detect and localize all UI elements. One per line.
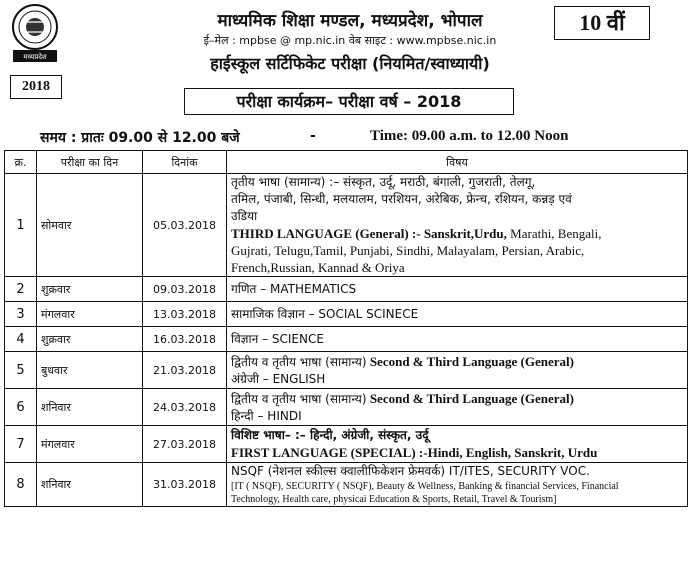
subject-line-hindi: द्वितीय व तृतीय भाषा (सामान्य) (231, 354, 367, 369)
schedule-table (4, 150, 688, 507)
timing-english: Time: 09.00 a.m. to 12.00 Noon (370, 128, 569, 144)
header-sno: क्र. (5, 151, 37, 174)
row-date: 27.03.2018 (143, 426, 227, 463)
exam-title: हाईस्कूल सर्टिफिकेट परीक्षा (नियमित/स्वाध्यायी) (210, 54, 490, 73)
table-row (5, 277, 688, 302)
row-subject (227, 389, 688, 426)
row-date: 16.03.2018 (143, 327, 227, 352)
subject-line: Gujrati, Telugu,Tamil, Punjabi, Sindhi, Malayalam, Persian, Arabic, (231, 243, 585, 258)
subject-line: हिन्दी – HINDI (231, 408, 302, 423)
svg-text:मध्यप्रदेश: मध्यप्रदेश (23, 53, 47, 61)
row-day: शुक्रवार (37, 277, 143, 302)
subject-line: विशिष्ट भाषा– :– हिन्दी, अंग्रेजी, संस्कृत, उर्दू (231, 428, 429, 442)
row-day: सोमवार (37, 174, 143, 277)
subject-line-english: Second & Third Language (General) (366, 353, 574, 369)
table-row (5, 389, 688, 426)
program-title: परीक्षा कार्यक्रम– परीक्षा वर्ष – 2018 (184, 88, 514, 115)
subject-line: FIRST LANGUAGE (SPECIAL) :-Hindi, English, Sanskrit, Urdu (231, 445, 598, 460)
row-date: 21.03.2018 (143, 352, 227, 389)
table-row (5, 302, 688, 327)
table-row (5, 174, 688, 277)
table-row (5, 426, 688, 463)
row-subject (227, 426, 688, 463)
row-day: शनिवार (37, 463, 143, 507)
subject-line: उडिया (231, 209, 258, 223)
subject-line: [IT ( NSQF), SECURITY ( NSQF), Beauty & Wellness, Banking & financial Services, Financial (231, 481, 619, 492)
contact-info: ई–मेल : mpbse @ mp.nic.in वेब साइट : www.mpbse.nic.in (203, 34, 497, 47)
row-sno: 8 (5, 463, 37, 507)
row-day: मंगलवार (37, 426, 143, 463)
row-subject (227, 174, 688, 277)
table-row (5, 463, 688, 507)
row-sno: 7 (5, 426, 37, 463)
row-day: शनिवार (37, 389, 143, 426)
row-subject (227, 463, 688, 507)
header-day: परीक्षा का दिन (37, 151, 143, 174)
row-subject: विज्ञान – SCIENCE (227, 327, 688, 352)
subject-line: तमिल, पंजाबी, सिन्धी, मलयालम, परशियन, अरेबिक, फ्रेन्च, रशियन, कन्नड़ एवं (231, 192, 572, 206)
table-row (5, 352, 688, 389)
row-sno: 5 (5, 352, 37, 389)
subject-line: तृतीय भाषा (सामान्य) :– संस्कृत, उर्दू, मराठी, बंगाली, गुजराती, तेलगू, (231, 175, 536, 189)
subject-line (231, 353, 683, 371)
timing-separator: - (310, 128, 316, 144)
class-badge: 10 वीं (554, 6, 650, 40)
board-seal-icon (10, 2, 60, 64)
subject-line (231, 390, 683, 408)
table-header-row (5, 151, 688, 174)
subject-line: French,Russian, Kannad & Oriya (231, 260, 405, 275)
header-date: दिनांक (143, 151, 227, 174)
year-badge: 2018 (10, 75, 62, 99)
timing-hindi: समय : प्रातः 09.00 से 12.00 बजे (40, 130, 240, 146)
subject-line: अंग्रेजी – ENGLISH (231, 371, 326, 386)
subject-line-english: Second & Third Language (General) (366, 390, 574, 406)
row-day: मंगलवार (37, 302, 143, 327)
table-row (5, 327, 688, 352)
subject-line-rest: Marathi, Bengali, (506, 226, 602, 241)
row-sno: 2 (5, 277, 37, 302)
row-sno: 1 (5, 174, 37, 277)
subject-line: Technology, Health care, physicai Education & Sports, Retail, Travel & Tourism] (231, 494, 557, 505)
board-name: माध्यमिक शिक्षा मण्डल, मध्यप्रदेश, भोपाल (217, 11, 483, 31)
row-date: 31.03.2018 (143, 463, 227, 507)
row-subject: गणित – MATHEMATICS (227, 277, 688, 302)
row-date: 09.03.2018 (143, 277, 227, 302)
header-subject: विषय (227, 151, 688, 174)
subject-line (231, 225, 683, 242)
row-day: शुक्रवार (37, 327, 143, 352)
row-subject (227, 352, 688, 389)
row-date: 05.03.2018 (143, 174, 227, 277)
row-day: बुधवार (37, 352, 143, 389)
subject-line-bold: THIRD LANGUAGE (General) :- Sanskrit,Urdu, (231, 226, 507, 241)
subject-line: NSQF (नेशनल स्कील्स क्वालीफिकेशन फ्रेमवर्क) IT/ITES, SECURITY VOC. (231, 464, 590, 478)
subject-line-hindi: द्वितीय व तृतीय भाषा (सामान्य) (231, 391, 367, 406)
row-date: 24.03.2018 (143, 389, 227, 426)
row-sno: 4 (5, 327, 37, 352)
row-sno: 6 (5, 389, 37, 426)
row-date: 13.03.2018 (143, 302, 227, 327)
row-subject: सामाजिक विज्ञान – SOCIAL SCINECE (227, 302, 688, 327)
row-sno: 3 (5, 302, 37, 327)
